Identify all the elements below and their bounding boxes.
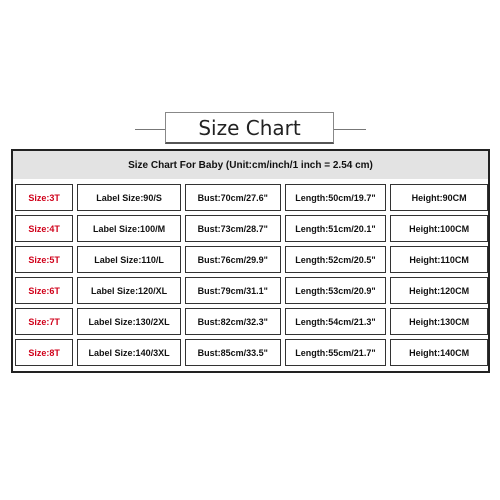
length-cell: Length:52cm/20.5" [285, 246, 387, 273]
bust-cell: Bust:82cm/32.3" [185, 308, 281, 335]
table-row [13, 244, 488, 275]
table-row [13, 213, 488, 244]
length-cell: Length:55cm/21.7" [285, 339, 387, 366]
height-cell: Height:100CM [390, 215, 488, 242]
label-size-cell: Label Size:110/L [77, 246, 181, 273]
bust-cell: Bust:79cm/31.1" [185, 277, 281, 304]
height-cell: Height:110CM [390, 246, 488, 273]
title-banner [0, 112, 500, 146]
title-divider-right [334, 129, 366, 130]
table-header: Size Chart For Baby (Unit:cm/inch/1 inch = 2.54 cm) [13, 151, 488, 179]
height-cell: Height:130CM [390, 308, 488, 335]
length-cell: Length:53cm/20.9" [285, 277, 387, 304]
label-size-cell: Label Size:130/2XL [77, 308, 181, 335]
table-body [13, 182, 488, 368]
size-cell: Size:7T [15, 308, 73, 335]
size-cell: Size:4T [15, 215, 73, 242]
bust-cell: Bust:70cm/27.6" [185, 184, 281, 211]
bust-cell: Bust:85cm/33.5" [185, 339, 281, 366]
bust-cell: Bust:76cm/29.9" [185, 246, 281, 273]
page-title: Size Chart [165, 112, 334, 144]
label-size-cell: Label Size:90/S [77, 184, 181, 211]
size-cell: Size:6T [15, 277, 73, 304]
label-size-cell: Label Size:140/3XL [77, 339, 181, 366]
length-cell: Length:50cm/19.7" [285, 184, 387, 211]
height-cell: Height:120CM [390, 277, 488, 304]
size-chart-table [11, 149, 490, 373]
table-row [13, 306, 488, 337]
table-row [13, 337, 488, 368]
label-size-cell: Label Size:120/XL [77, 277, 181, 304]
table-row [13, 275, 488, 306]
size-cell: Size:3T [15, 184, 73, 211]
length-cell: Length:54cm/21.3" [285, 308, 387, 335]
length-cell: Length:51cm/20.1" [285, 215, 387, 242]
size-cell: Size:5T [15, 246, 73, 273]
label-size-cell: Label Size:100/M [77, 215, 181, 242]
size-cell: Size:8T [15, 339, 73, 366]
table-row [13, 182, 488, 213]
height-cell: Height:90CM [390, 184, 488, 211]
height-cell: Height:140CM [390, 339, 488, 366]
title-divider-left [135, 129, 165, 130]
bust-cell: Bust:73cm/28.7" [185, 215, 281, 242]
